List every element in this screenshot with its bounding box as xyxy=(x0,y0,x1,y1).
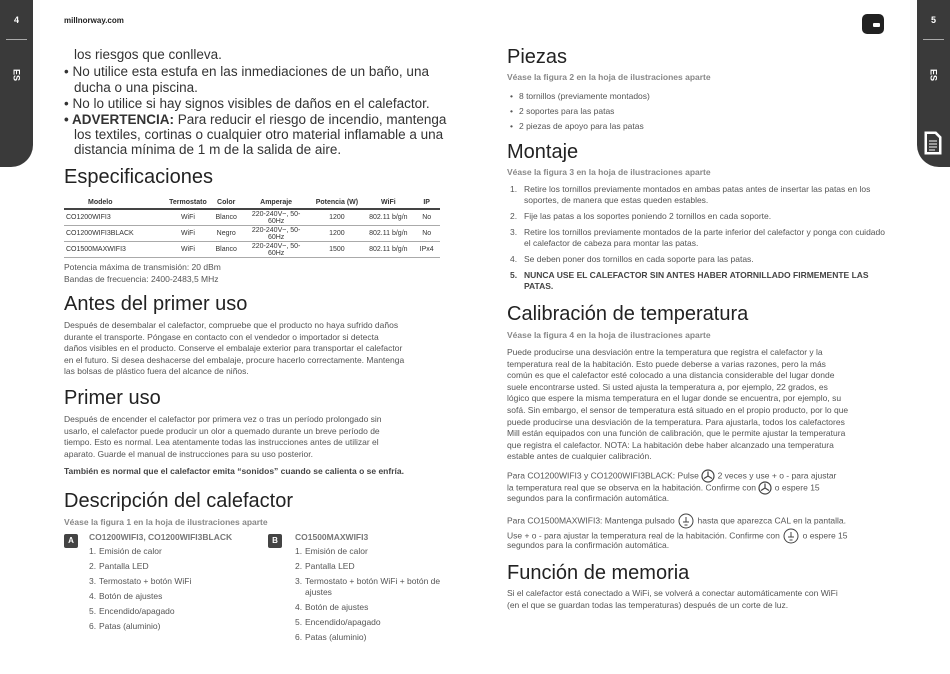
assembly-steps xyxy=(510,184,885,292)
text-line: segundos para la confirmación automática. xyxy=(507,493,670,503)
text-segment: o espere 15 xyxy=(774,482,820,493)
intro-line: ducha o una piscina. xyxy=(74,80,198,95)
description-heading: Descripción del calefactor xyxy=(64,490,293,512)
table-row xyxy=(64,242,440,258)
table-cell: CO1500MAXWIFI3 xyxy=(64,242,165,258)
item-text: Patas (aluminio) xyxy=(99,621,161,631)
document-icon xyxy=(924,131,942,155)
item-number: 4. xyxy=(510,254,518,264)
item-text: Botón de ajustes xyxy=(305,602,369,612)
list-item xyxy=(295,576,450,598)
table-cell: Blanco xyxy=(211,242,242,258)
text-line: que registra el calefactor. NOTA: La habitación debe haber alcanzado una temperatura xyxy=(507,439,834,450)
paragraph xyxy=(64,320,404,378)
parts-list xyxy=(510,91,650,136)
item-text: Encendido/apagado xyxy=(305,617,381,627)
table-cell: CO1200WIFI3 xyxy=(64,209,165,226)
item-text: Fije las patas a los soportes poniendo 2 tornillos en cada soporte. xyxy=(524,211,772,221)
item-number: 3. xyxy=(510,227,518,237)
text-line: estable antes de cualquier calibración. xyxy=(507,451,652,462)
text-line: Puede producirse una desviación entre la temperatura que registra el calefactor y la xyxy=(507,347,823,357)
right-page-number: 5 xyxy=(930,15,936,25)
intro-line: • No utilice esta estufa en las inmediaciones de un baño, una xyxy=(64,64,429,79)
text-line: suele encontrarse usted. Si usted ajusta la temperatura a, por ejemplo, 22 grados, es xyxy=(507,381,828,392)
text-line: tiempo. Esto es normal. Lea atentamente todas las instrucciones antes de utilizar el xyxy=(64,437,379,448)
spec-col-header: Potencia (W) xyxy=(310,197,363,209)
settings-dial-icon xyxy=(758,481,772,495)
text-line: aparato. Guarde el manual de instrucciones para su uso posterior. xyxy=(64,448,314,459)
item-text: Encendido/apagado xyxy=(99,606,175,616)
list-item xyxy=(89,561,259,572)
model-group-title: CO1200WIFI3, CO1200WIFI3BLACK xyxy=(89,532,233,542)
parts-heading: Piezas xyxy=(507,46,568,68)
spec-table xyxy=(64,197,440,258)
list-item: • 2 soportes para las patas xyxy=(510,106,650,121)
list-item xyxy=(295,602,450,613)
item-number: 6. xyxy=(295,632,303,642)
table-cell: No xyxy=(413,226,440,242)
list-item xyxy=(89,621,259,632)
spec-col-header: Amperaje xyxy=(242,197,311,209)
table-cell: Negro xyxy=(211,226,242,242)
item-number: 5. xyxy=(89,606,97,616)
table-row xyxy=(64,226,440,242)
item-text: Pantalla LED xyxy=(99,561,149,571)
table-cell: 802.11 b/g/n xyxy=(363,242,413,258)
warning-line: distancia mínima de 1 m de la salida de aire. xyxy=(74,142,342,157)
item-number: 4. xyxy=(89,591,97,601)
figure-reference: Véase la figura 4 en la hoja de ilustraciones aparte xyxy=(507,330,711,340)
left-page-number: 4 xyxy=(13,15,19,25)
text-line: Mill están equipados con una función de calibración, que le permite ajustar la temperatura xyxy=(507,428,846,439)
table-cell: IPx4 xyxy=(413,242,440,258)
text-line: Si el calefactor está conectado a WiFi, se volverá a conectar automáticamente con WiFi xyxy=(507,588,838,598)
item-text: Patas (aluminio) xyxy=(305,632,367,642)
table-cell: 802.11 b/g/n xyxy=(363,226,413,242)
item-number: 4. xyxy=(295,602,303,612)
list-item xyxy=(510,211,885,222)
intro-line: • No lo utilice si hay signos visibles de daños en el calefactor. xyxy=(64,96,430,111)
spec-note: Bandas de frecuencia: 2400-2483,5 MHz xyxy=(64,274,219,284)
warning-line: los textiles, cortinas o cualquier otro material inflamable a una xyxy=(74,127,444,142)
text-line: lógico que espere la misma temperatura en el lugar donde se encuentra, por ejemplo, su xyxy=(507,393,842,404)
website-url: millnorway.com xyxy=(64,16,124,25)
text-line: Después de encender el calefactor por primera vez o tras un período prolongado sin xyxy=(64,414,382,424)
text-line: las bolsas de plástico fuera del alcance de niños. xyxy=(64,366,249,377)
left-page-tab xyxy=(0,0,33,167)
intro-line: los riesgos que conlleva. xyxy=(74,47,222,62)
text-segment: Para CO1500MAXWIFI3: Mantenga pulsado xyxy=(507,515,675,526)
table-cell: WiFi xyxy=(165,209,210,226)
text-segment: hasta que aparezca CAL en la pantalla. xyxy=(697,515,847,526)
text-line: puede producirse una desviación de la temperatura. Para ajustarla, todos los calefactores xyxy=(507,416,845,427)
item-number: 1. xyxy=(510,184,518,194)
item-text: NUNCA USE EL CALEFACTOR SIN ANTES HABER ATORNILLADO FIRMEMENTE LAS PATAS. xyxy=(524,270,869,291)
table-cell: Blanco xyxy=(211,209,242,226)
warning-line xyxy=(64,112,446,128)
heater-logo-icon xyxy=(862,14,884,34)
figure-reference: Véase la figura 1 en la hoja de ilustraciones aparte xyxy=(64,517,268,527)
paragraph xyxy=(64,414,382,460)
spec-note: Potencia máxima de transmisión: 20 dBm xyxy=(64,262,221,272)
table-cell: 220-240V~, 50-60Hz xyxy=(242,209,311,226)
badge-b: B xyxy=(268,534,282,548)
table-cell: 1200 xyxy=(310,209,363,226)
item-number: 2. xyxy=(510,211,518,221)
text-line: daños visibles en el producto. Conserve el embalaje exterior para transportar el calefactor xyxy=(64,343,403,354)
text-line: usarlo, el calefactor puede producir un olor a quemado durante un breve período de xyxy=(64,425,380,436)
text-line: Después de desembalar el calefactor, compruebe que el producto no haya sufrido daños xyxy=(64,320,399,330)
list-item xyxy=(89,576,259,587)
spec-col-header: WiFi xyxy=(363,197,413,209)
text-segment: Para CO1200WIFI3 y CO1200WIFI3BLACK: Pulse xyxy=(507,470,699,481)
item-number: 2. xyxy=(89,561,97,571)
list-item xyxy=(510,227,885,249)
text-line: común es que el calefactor esté colocado a una distancia considerable del lugar donde xyxy=(507,370,835,381)
list-item xyxy=(295,632,450,643)
before-first-use-heading: Antes del primer uso xyxy=(64,293,248,315)
paragraph xyxy=(507,513,846,529)
text-line: en el futuro. Si desea deshacerse del embalaje, procure hacerlo correctamente. Mantenga xyxy=(64,354,405,365)
list-item xyxy=(510,254,885,265)
calibration-heading: Calibración de temperatura xyxy=(507,303,749,325)
spec-header-row xyxy=(64,197,440,209)
item-number: 3. xyxy=(89,576,97,586)
table-cell: WiFi xyxy=(165,242,210,258)
component-list-b xyxy=(295,546,450,647)
text-line: temperatura real de la habitación. Esto puede deberse a varias razones, pero la más xyxy=(507,358,826,369)
item-number: 6. xyxy=(89,621,97,631)
table-cell: 1500 xyxy=(310,242,363,258)
warning-text: Para reducir el riesgo de incendio, mantenga xyxy=(173,112,447,127)
item-number: 1. xyxy=(295,546,303,556)
text-segment: la temperatura real que se observa en la habitación. Confirme con xyxy=(507,482,757,493)
item-text: Termostato + botón WiFi xyxy=(99,576,192,586)
item-number: 5. xyxy=(510,270,518,280)
memory-heading: Función de memoria xyxy=(507,562,690,584)
list-item: • 2 piezas de apoyo para las patas xyxy=(510,121,650,136)
text-line: sofá. Sin embargo, el sensor de temperatura está situado en el propio producto, por lo que xyxy=(507,404,849,415)
language-code: ES xyxy=(928,68,939,81)
text-line: segundos para la confirmación automática. xyxy=(507,540,670,550)
figure-reference: Véase la figura 3 en la hoja de ilustraciones aparte xyxy=(507,167,711,177)
item-text: Termostato + botón WiFi + botón de ajustes xyxy=(305,576,441,597)
table-cell: 220-240V~, 50-60Hz xyxy=(242,242,311,258)
tab-divider xyxy=(6,39,27,40)
item-text: Botón de ajustes xyxy=(99,591,163,601)
text-line: (en el que se guardan todas las temperaturas) después de un corte de luz. xyxy=(507,599,789,610)
item-text: Retire los tornillos previamente montados de la parte inferior del calefactor y ponga con cuidado el calefactor de cabeza para montar las patas. xyxy=(524,227,885,248)
list-item xyxy=(510,184,885,206)
paragraph xyxy=(507,347,848,463)
list-item xyxy=(89,546,259,557)
first-use-note: También es normal que el calefactor emita “sonidos” cuando se calienta o se enfría. xyxy=(64,466,404,476)
settings-button-icon xyxy=(782,528,800,544)
spec-col-header: IP xyxy=(413,197,440,209)
table-cell: CO1200WIFI3BLACK xyxy=(64,226,165,242)
list-item xyxy=(510,270,885,292)
badge-a: A xyxy=(64,534,78,548)
paragraph xyxy=(507,588,838,611)
list-item xyxy=(89,591,259,602)
table-cell: 802.11 b/g/n xyxy=(363,209,413,226)
item-number: 1. xyxy=(89,546,97,556)
spec-col-header: Modelo xyxy=(64,197,165,209)
list-item: • 8 tornillos (previamente montados) xyxy=(510,91,650,106)
text-line: durante el transporte. Póngase en contacto con el vendedor o importador si detecta xyxy=(64,331,379,342)
text-segment: 2 veces y use + o - para ajustar xyxy=(717,470,837,481)
spec-col-header: Termostato xyxy=(165,197,210,209)
text-segment: Use + o - para ajustar la temperatura real de la habitación. Confirme con xyxy=(507,530,780,541)
spec-col-header: Color xyxy=(211,197,242,209)
item-text: Pantalla LED xyxy=(305,561,355,571)
table-cell: No xyxy=(413,209,440,226)
language-code: ES xyxy=(11,68,22,81)
settings-button-icon xyxy=(677,513,695,529)
item-text: Emisión de calor xyxy=(305,546,368,556)
table-cell: 220-240V~, 50-60Hz xyxy=(242,226,311,242)
first-use-heading: Primer uso xyxy=(64,387,161,409)
warning-label: • ADVERTENCIA: xyxy=(64,112,174,127)
item-text: Retire los tornillos previamente montados en ambas patas antes de insertar las patas en los soportes, de manera que estas queden estables. xyxy=(524,184,871,205)
figure-reference: Véase la figura 2 en la hoja de ilustraciones aparte xyxy=(507,72,711,82)
list-item xyxy=(295,561,450,572)
model-group-title: CO1500MAXWIFI3 xyxy=(295,532,369,542)
item-number: 2. xyxy=(295,561,303,571)
list-item xyxy=(295,546,450,557)
list-item xyxy=(89,606,259,617)
item-text: Emisión de calor xyxy=(99,546,162,556)
assembly-heading: Montaje xyxy=(507,141,579,163)
list-item xyxy=(295,617,450,628)
text-segment: o espere 15 xyxy=(802,530,848,541)
item-number: 3. xyxy=(295,576,303,586)
component-list-a xyxy=(89,546,259,636)
item-text: Se deben poner dos tornillos en cada soporte para las patas. xyxy=(524,254,754,264)
tab-divider xyxy=(923,39,944,40)
item-number: 5. xyxy=(295,617,303,627)
table-cell: WiFi xyxy=(165,226,210,242)
table-row xyxy=(64,209,440,226)
spec-heading: Especificaciones xyxy=(64,166,213,188)
table-cell: 1200 xyxy=(310,226,363,242)
